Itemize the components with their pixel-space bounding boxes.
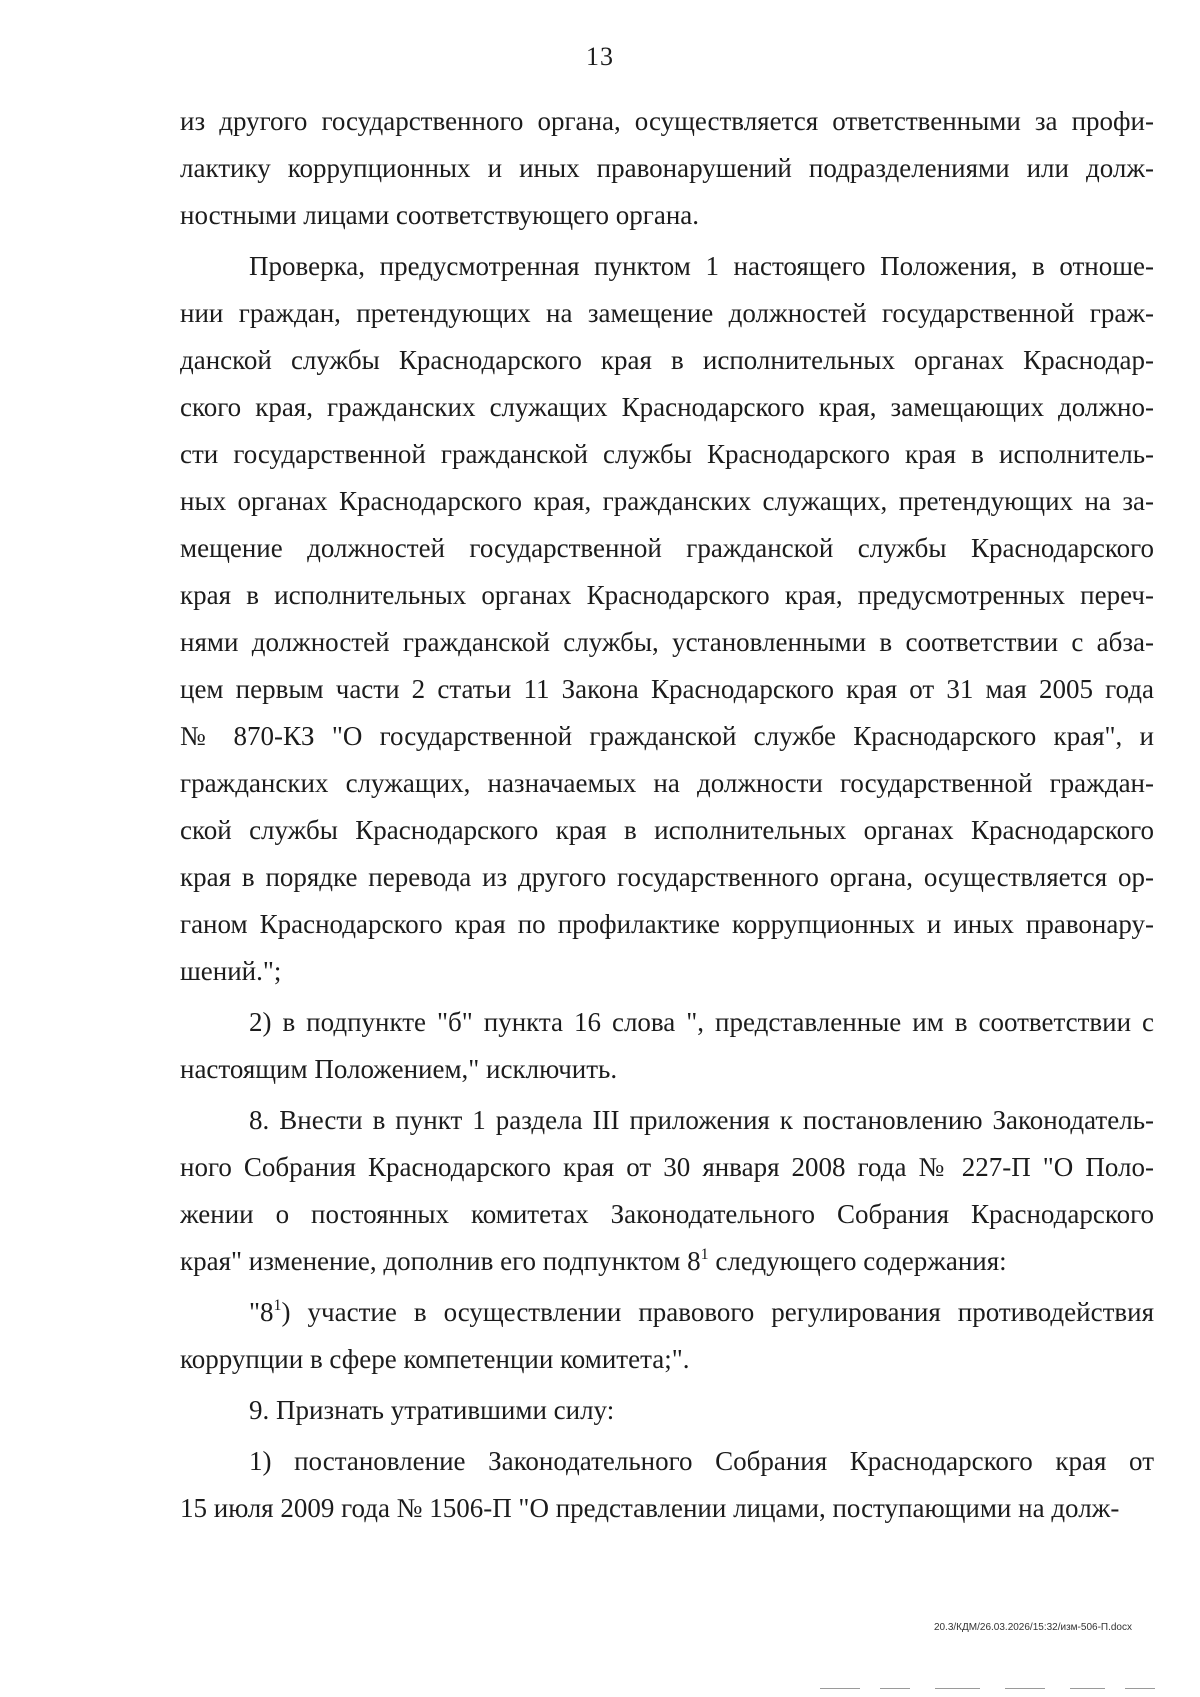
text-line: сти государственной гражданской службы Краснодарского края в исполнитель- <box>180 439 1154 469</box>
text-line: 8. Внести в пункт 1 раздела III приложения к постановлению Законодатель- <box>249 1105 1154 1135</box>
scan-artifact <box>1005 1688 1045 1689</box>
scan-artifact <box>1070 1688 1105 1689</box>
text-line: лактику коррупционных и иных правонарушений подразделениями или долж- <box>180 153 1154 183</box>
text-line <box>180 1238 1154 1285</box>
text-line: шений."; <box>180 956 282 986</box>
text-line: 9. Признать утратившими силу: <box>249 1395 615 1425</box>
superscript: 1 <box>273 1297 282 1314</box>
text-segment: ) участие в осуществлении правового регулирования противодействия <box>281 1297 1154 1327</box>
text-line: края в порядке перевода из другого государственного органа, осуществляется ор- <box>180 862 1154 892</box>
document-body <box>180 98 1154 1532</box>
text-line: № 870-КЗ "О государственной гражданской службе Краснодарского края", и <box>180 721 1154 751</box>
text-line: жении о постоянных комитетах Законодательного Собрания Краснодарского <box>180 1199 1154 1229</box>
text-line: нями должностей гражданской службы, установленными в соответствии с абза- <box>180 627 1154 657</box>
text-line: нии граждан, претендующих на замещение должностей государственной граж- <box>180 298 1154 328</box>
text-line: ганом Краснодарского края по профилактике коррупционных и иных правонару- <box>180 909 1154 939</box>
text-line: ской службы Краснодарского края в исполнительных органах Краснодарского <box>180 815 1154 845</box>
text-line: 1) постановление Законодательного Собрания Краснодарского края от <box>249 1446 1154 1476</box>
text-segment: "8 <box>249 1297 274 1327</box>
document-file-id: 20.3/КДМ/26.03.2026/15:32/изм-506-П.docx <box>933 1622 1132 1633</box>
text-line <box>180 1289 1154 1336</box>
page-number: 13 <box>586 42 614 71</box>
text-line: Проверка, предусмотренная пунктом 1 настоящего Положения, в отноше- <box>249 251 1154 281</box>
text-line: из другого государственного органа, осуществляется ответственными за профи- <box>180 106 1154 136</box>
text-line: настоящим Положением," исключить. <box>180 1054 618 1084</box>
text-line: мещение должностей государственной гражданской службы Краснодарского <box>180 533 1154 563</box>
superscript: 1 <box>700 1246 709 1263</box>
text-line: ного Собрания Краснодарского края от 30 января 2008 года № 227-П "О Поло- <box>180 1152 1154 1182</box>
scan-artifact <box>1125 1688 1155 1689</box>
text-line: коррупции в сфере компетенции комитета;". <box>180 1344 690 1374</box>
scan-artifact <box>880 1688 910 1689</box>
text-line: 15 июля 2009 года № 1506-П "О представлении лицами, поступающими на долж- <box>180 1493 1120 1523</box>
scan-artifact <box>820 1688 860 1689</box>
text-segment: края" изменение, дополнив его подпунктом 8 <box>180 1246 701 1276</box>
text-line: края в исполнительных органах Краснодарского края, предусмотренных переч- <box>180 580 1154 610</box>
text-line: ностными лицами соответствующего органа. <box>180 200 699 230</box>
text-line: гражданских служащих, назначаемых на должности государственной граждан- <box>180 768 1154 798</box>
text-line: ных органах Краснодарского края, гражданских служащих, претендующих на за- <box>180 486 1154 516</box>
text-line: цем первым части 2 статьи 11 Закона Краснодарского края от 31 мая 2005 года <box>180 674 1154 704</box>
text-line: данской службы Краснодарского края в исполнительных органах Краснодар- <box>180 345 1154 375</box>
text-line: ского края, гражданских служащих Краснодарского края, замещающих должно- <box>180 392 1154 422</box>
text-segment: следующего содержания: <box>708 1246 1007 1276</box>
text-line: 2) в подпункте "б" пункта 16 слова ", представленные им в соответствии с <box>249 1007 1154 1037</box>
scan-artifact <box>935 1688 980 1689</box>
